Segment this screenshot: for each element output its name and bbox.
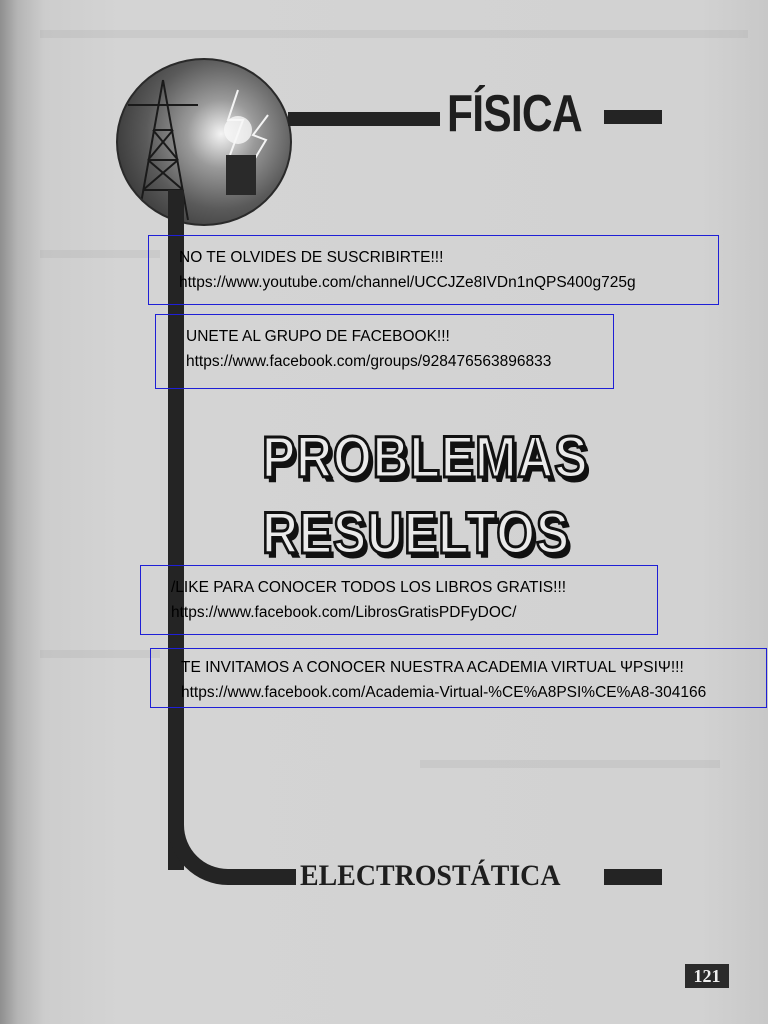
chapter-subtitle: ELECTROSTÁTICA [300, 859, 561, 892]
link-url[interactable]: https://www.facebook.com/LibrosGratisPDFyDOC/ [171, 604, 517, 621]
frame-bar [604, 110, 662, 124]
link-url[interactable]: https://www.facebook.com/groups/928476563896833 [186, 353, 552, 370]
facebook-group-link-box[interactable] [155, 314, 614, 389]
big-title-line-1: PROBLEMAS [262, 425, 589, 490]
page-number: 121 [685, 964, 729, 988]
link-url[interactable]: https://www.youtube.com/channel/UCCJZe8IVDn1nQPS400g725g [179, 274, 636, 291]
link-url[interactable]: https://www.facebook.com/Academia-Virtual-%CE%A8PSI%CE%A8-304166 [181, 684, 707, 701]
bleed-through-line [40, 250, 160, 258]
frame-bar [604, 869, 662, 885]
link-heading: NO TE OLVIDES DE SUSCRIBIRTE!!! [179, 249, 444, 266]
link-heading: TE INVITAMOS A CONOCER NUESTRA ACADEMIA VIRTUAL ΨPSIΨ!!! [181, 659, 684, 676]
bleed-through-line [40, 650, 160, 658]
electricity-illustration [116, 58, 292, 226]
bleed-through-line [420, 760, 720, 768]
link-heading: /LIKE PARA CONOCER TODOS LOS LIBROS GRATIS!!! [171, 579, 567, 596]
youtube-link-box[interactable] [148, 235, 719, 305]
academy-link-box[interactable] [150, 648, 767, 708]
big-title-line-2: RESUELTOS [262, 501, 571, 566]
facebook-page-link-box[interactable] [140, 565, 658, 635]
page-title: FÍSICA [447, 85, 582, 143]
transmission-tower-icon [118, 60, 292, 226]
link-heading: UNETE AL GRUPO DE FACEBOOK!!! [186, 328, 450, 345]
frame-corner [168, 810, 248, 885]
frame-bar [240, 869, 296, 885]
frame-bar [288, 112, 440, 126]
bleed-through-line [40, 30, 748, 38]
